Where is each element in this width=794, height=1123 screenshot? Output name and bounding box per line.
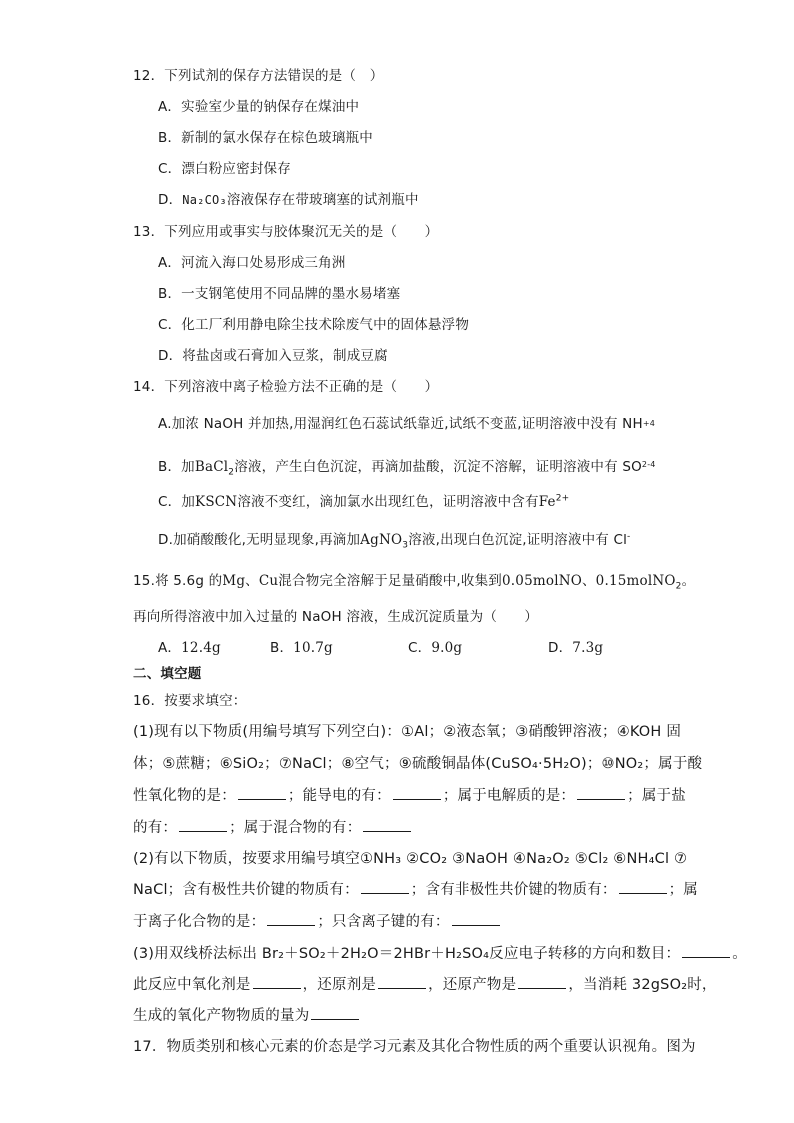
answer-blank[interactable]: [619, 881, 667, 894]
subscript: 2: [675, 581, 682, 592]
q12-option-b: B．新制的氯水保存在棕色玻璃瓶中: [158, 130, 373, 146]
q15-stem-line2: 再向所得溶液中加入过量的 NaOH 溶液，生成沉淀质量为（ ）: [133, 609, 539, 625]
q16-part3-line2: 此反应中氧化剂是 ，还原剂是 ，还原产物是 ，当消耗 32gSO₂时，: [133, 977, 717, 993]
section-title: 二、填空题: [133, 666, 202, 682]
q14-option-c: [158, 492, 569, 512]
q14-option-a: [158, 414, 655, 434]
subscript: 3: [402, 540, 409, 551]
formula-mg-cu: Mg、Cu: [222, 573, 279, 589]
ion-charge: 2-4: [641, 460, 656, 469]
q16-part1-line2: 体；⑤蔗糖；⑥SiO₂；⑦NaCl；⑧空气；⑨硫酸铜晶体(CuSO₄·5H₂O)；⑩NO₂；属于酸: [133, 756, 703, 772]
answer-blank[interactable]: [682, 945, 730, 958]
q16-part3-line3: 生成的氧化产物物质的量为: [133, 1006, 361, 1026]
answer-blank[interactable]: [267, 913, 315, 926]
q16-part1-line4: 的有： ；属于混合物的有：: [133, 818, 413, 838]
q16-part1-line3: 性氧化物的是： ；能导电的有： ；属于电解质的是： ；属于盐: [133, 788, 686, 804]
q13-stem: 13．下列应用或事实与胶体聚沉无关的是（ ）: [133, 224, 439, 240]
stem-text: 混合物完全溶解于足量硝酸中,收集到: [278, 573, 502, 589]
q16-stem: 16．按要求填空：: [133, 693, 247, 709]
q16-part2-line2: NaCl；含有极性共价键的物质有： ；含有非极性共价键的物质有： ；属: [133, 882, 699, 898]
q16-part1-line1: (1)现有以下物质(用编号填写下列空白)：①Al；②液态氧；③硝酸钾溶液；④KOH 固: [133, 724, 682, 740]
q13-option-c: C．化工厂利用静电除尘技术除废气中的固体悬浮物: [158, 317, 470, 333]
formula-na2co3: Na₂CO₃: [182, 193, 227, 207]
q17-stem: 17．物质类别和核心元素的价态是学习元素及其化合物性质的两个重要认识视角。图为: [133, 1039, 696, 1055]
q14-stem: 14．下列溶液中离子检验方法不正确的是（ ）: [133, 379, 439, 395]
option-text: A.加浓 NaOH 并加热,用湿润红色石蕊试纸靠近,试纸不变蓝,证明溶液中没有 NH: [158, 416, 643, 432]
option-text: D.加硝酸酸化,无明显现象,再滴加: [158, 532, 361, 548]
q16-part3-line1: (3)用双线桥法标出 Br₂＋SO₂＋2H₂O＝2HBr＋H₂SO₄反应电子转移的方向和数目： 。: [133, 946, 747, 962]
option-text: 溶液不变红，滴加氯水出现红色，证明溶液中含有: [237, 494, 539, 510]
ion-charge: +4: [642, 419, 656, 428]
option-label: B．加: [158, 459, 195, 475]
q13-option-d: D．将盐卤或石膏加入豆浆，制成豆腐: [158, 348, 388, 364]
ion-fe: Fe: [538, 494, 556, 510]
answer-blank[interactable]: [363, 819, 411, 832]
q15-option-c: C．9.0g: [408, 640, 463, 656]
q15-option-a: A．12.4g: [158, 640, 221, 656]
answer-blank[interactable]: [179, 819, 227, 832]
q15-option-b: B．10.7g: [270, 640, 333, 656]
answer-blank[interactable]: [393, 787, 441, 800]
subscript: 2: [228, 467, 235, 478]
option-label: D．: [158, 192, 183, 208]
q15-options: [158, 638, 638, 658]
option-text: 溶液保存在带玻璃塞的试剂瓶中: [226, 192, 419, 208]
ion-charge: 2+: [555, 493, 570, 504]
option-label: C．加: [158, 494, 196, 510]
q12-stem: 12．下列试剂的保存方法错误的是（ ）: [133, 68, 384, 84]
answer-blank[interactable]: [452, 913, 500, 926]
q12-option-c: C．漂白粉应密封保存: [158, 161, 291, 177]
answer-blank[interactable]: [378, 976, 426, 989]
q14-option-b: [158, 455, 656, 477]
answer-blank[interactable]: [518, 976, 566, 989]
answer-blank[interactable]: [311, 1007, 359, 1020]
q12-option-a: A．实验室少量的钠保存在煤油中: [158, 99, 360, 115]
answer-blank[interactable]: [577, 787, 625, 800]
q13-option-b: B．一支钢笔使用不同品牌的墨水易堵塞: [158, 286, 401, 302]
answer-blank[interactable]: [361, 881, 409, 894]
answer-blank[interactable]: [238, 787, 286, 800]
formula-bacl2: BaCl: [194, 459, 229, 475]
formula-kscn: KSCN: [195, 494, 238, 510]
option-text: 溶液，产生白色沉淀，再滴加盐酸，沉淀不溶解，证明溶液中有 SO: [234, 459, 642, 475]
ion-charge: -: [627, 531, 631, 542]
formula-gases: 0.05molNO、0.15molNO: [502, 573, 676, 589]
answer-blank[interactable]: [253, 976, 301, 989]
option-text: 溶液,出现白色沉淀,证明溶液中有 Cl: [408, 532, 628, 548]
q16-part2-line3: 于离子化合物的是： ；只含离子键的有：: [133, 912, 502, 932]
q12-option-d: [158, 190, 419, 210]
stem-text: 15.将 5.6g 的: [133, 573, 223, 589]
formula-agno3: AgNO: [360, 532, 403, 548]
q16-part2-line1: (2)有以下物质，按要求用编号填空①NH₃ ②CO₂ ③NaOH ④Na₂O₂ ⑤Cl₂ ⑥NH₄Cl ⑦: [133, 851, 688, 867]
q15-option-d: D．7.3g: [548, 640, 604, 656]
q13-option-a: A．河流入海口处易形成三角洲: [158, 255, 346, 271]
q15-stem: [133, 571, 695, 591]
stem-text: 。: [681, 573, 696, 589]
q14-option-d: [158, 530, 631, 550]
